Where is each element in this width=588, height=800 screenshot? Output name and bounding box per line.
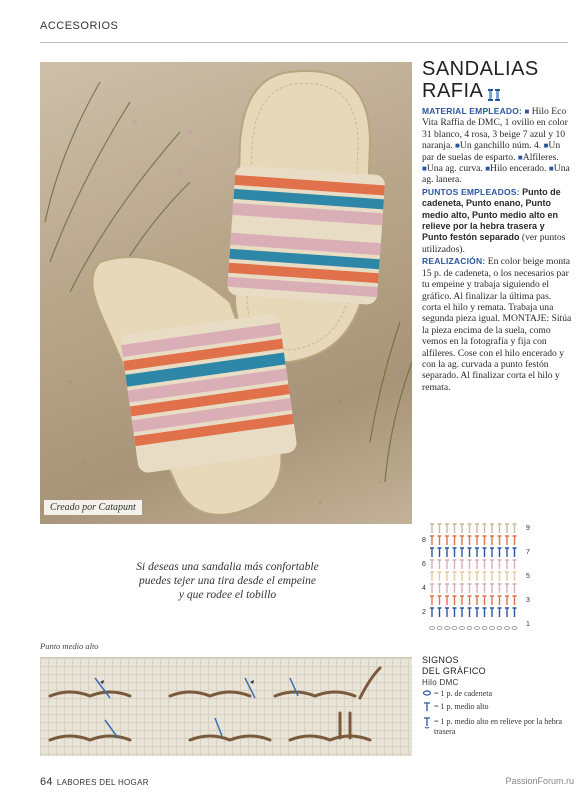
material-item: Hilo encerado.: [490, 163, 547, 175]
hdc-stitch-symbol: [498, 572, 502, 581]
chain-stitch-symbol: [505, 627, 510, 630]
hdc-stitch-symbol: [513, 596, 517, 605]
hdc-stitch-symbol: [468, 596, 472, 605]
hdc-stitch-symbol: [438, 608, 442, 617]
hdc-stitch-symbol: [460, 560, 464, 569]
hdc-stitch-symbol: [513, 608, 517, 617]
material-item: Un par de suelas de esparto.: [422, 140, 561, 163]
hdc-stitch-symbol: [430, 536, 434, 545]
section-tag: ACCESORIOS: [40, 20, 119, 32]
chain-stitch-symbol: [490, 627, 495, 630]
hdc-stitch-symbol: [460, 548, 464, 557]
hdc-stitch-symbol: [490, 560, 494, 569]
chain-stitch-symbol: [460, 627, 465, 630]
hdc-stitch-symbol: [475, 584, 479, 593]
hdc-stitch-symbol: [505, 548, 509, 557]
legend-item: [422, 689, 572, 700]
material-paragraph: [422, 106, 572, 186]
hdc-stitch-symbol: [490, 572, 494, 581]
hdc-stitch-symbol: [445, 536, 449, 545]
hdc-stitch-symbol: [505, 572, 509, 581]
bullet-icon: ■: [517, 152, 523, 162]
chart-grid: [422, 520, 532, 635]
hdc-stitch-symbol: [445, 584, 449, 593]
hdc-stitch-symbol: [468, 548, 472, 557]
row-number: 3: [526, 597, 530, 604]
material-item: Una ag. lanera.: [422, 163, 570, 186]
hdc-stitch-symbol: [475, 596, 479, 605]
row-number: 8: [422, 537, 426, 544]
hdc-stitch-symbol: [513, 536, 517, 545]
hdc-stitch-symbol: [475, 536, 479, 545]
legend-text: = 1 p. medio alto en relieve por la hebra trasera: [434, 717, 563, 736]
material-text: Hilo Eco Vita Raffia de DMC, 1 ovillo en color 31 blanco, 4 rosa, 3 beige 7 azul y 10 naranja.: [422, 106, 568, 152]
hdc-stitch-symbol: [460, 584, 464, 593]
legend-title-line: SIGNOS: [422, 655, 459, 665]
hdc-stitch-symbol: [498, 548, 502, 557]
legend-item: [422, 702, 572, 715]
hdc-stitch-symbol: [498, 584, 502, 593]
bullet-icon: ■: [422, 164, 427, 174]
hdc-stitch-symbol: [490, 608, 494, 617]
hdc-stitch-symbol: [430, 608, 434, 617]
chain-stitch-symbol: [437, 627, 442, 630]
chain-stitch-symbol: [467, 627, 472, 630]
hdc-stitch-symbol: [438, 560, 442, 569]
hdc-stitch-symbol: [483, 524, 487, 533]
hdc-stitch-symbol: [513, 548, 517, 557]
hdc-stitch-symbol: [468, 560, 472, 569]
hdc-stitch-symbol: [460, 572, 464, 581]
realizacion-label: REALIZACIÓN:: [422, 256, 486, 267]
hdc-stitch-symbol: [513, 524, 517, 533]
hdc-stitch-symbol: [483, 608, 487, 617]
chain-stitch-symbol: [497, 627, 502, 630]
hdc-stitch-symbol: [498, 608, 502, 617]
chain-stitch-symbol: [430, 627, 435, 630]
hdc-stitch-symbol: [475, 524, 479, 533]
chain-stitch-symbol: [482, 627, 487, 630]
hdc-stitch-symbol: [468, 572, 472, 581]
hdc-stitch-symbol: [505, 560, 509, 569]
realizacion-paragraph: [422, 256, 572, 393]
hdc-stitch-symbol: [445, 548, 449, 557]
top-divider: [40, 42, 568, 43]
chain-stitch-symbol: [512, 627, 517, 630]
stitch-diagram: [40, 657, 412, 756]
hdc-stitch-symbol: [445, 572, 449, 581]
bullet-icon: ■: [485, 164, 491, 174]
hdc-stitch-symbol: [490, 524, 494, 533]
hdc-relief-icon: [422, 717, 434, 732]
page-footer: [40, 776, 149, 788]
hdc-stitch-symbol: [475, 572, 479, 581]
row-number: 6: [422, 561, 426, 568]
row-number: 4: [422, 585, 426, 592]
legend-title: [422, 655, 572, 677]
hdc-stitch-symbol: [490, 584, 494, 593]
crochet-chart: [422, 520, 532, 635]
sandals-photo: [40, 62, 412, 524]
hdc-stitch-symbol: [438, 536, 442, 545]
article-title: [422, 58, 572, 102]
hdc-stitch-symbol: [453, 572, 457, 581]
hdc-stitch-symbol: [438, 524, 442, 533]
legend-item: [422, 717, 572, 737]
hdc-stitch-symbol: [498, 524, 502, 533]
hdc-stitch-symbol: [445, 596, 449, 605]
watermark: PassionForum.ru: [505, 776, 574, 786]
hdc-stitch-symbol: [453, 584, 457, 593]
hdc-stitch-symbol: [460, 608, 464, 617]
puntos-label: PUNTOS EMPLEADOS:: [422, 186, 520, 197]
chain-stitch-symbol: [445, 627, 450, 630]
photo-credit: Creado por Catapunt: [44, 500, 142, 515]
hdc-stitch-symbol: [453, 560, 457, 569]
hdc-stitch-symbol: [498, 536, 502, 545]
caption-line: puedes tejer una tira desde el empeine: [139, 575, 316, 587]
bullet-icon: ■: [548, 164, 554, 174]
hdc-stitch-symbol: [460, 596, 464, 605]
chain-stitch-symbol: [475, 627, 480, 630]
hdc-stitch-symbol: [453, 548, 457, 557]
hdc-stitch-symbol: [490, 596, 494, 605]
bullet-icon: ■: [543, 141, 549, 151]
caption-line: y que rodee el tobillo: [178, 589, 277, 601]
hdc-stitch-symbol: [445, 524, 449, 533]
hdc-stitch-symbol: [483, 596, 487, 605]
hdc-stitch-symbol: [430, 560, 434, 569]
hdc-stitch-symbol: [475, 560, 479, 569]
legend-hilo: Hilo DMC: [422, 678, 459, 687]
hdc-stitch-symbol: [468, 536, 472, 545]
row-number: 9: [526, 525, 530, 532]
puntos-paragraph: [422, 187, 572, 255]
hdc-stitch-symbol: [498, 596, 502, 605]
legend-text: = 1 p. de cadeneta: [434, 689, 493, 698]
material-item: Una ag. curva.: [426, 163, 483, 175]
hdc-stitch-symbol: [513, 584, 517, 593]
hdc-stitch-symbol: [438, 572, 442, 581]
legend-title-line: DEL GRÁFICO: [422, 666, 486, 676]
row-number: 5: [526, 573, 530, 580]
chain-oval-icon: [422, 689, 434, 700]
hdc-stitch-symbol: [483, 572, 487, 581]
hdc-stitch-symbol: [490, 536, 494, 545]
hdc-stitch-symbol: [460, 536, 464, 545]
hdc-stitch-symbol: [483, 560, 487, 569]
montaje-text: MONTAJE: Sitúa la pieza encima de la suela, como vemos en la fotografía y fija con alfileres. Cose con el hilo encerado y con la ag. curvada a punto festón separado. Al finalizar corta el hilo y remata.: [422, 313, 572, 393]
caption-line: Si deseas una sandalia más confortable: [136, 561, 319, 573]
hdc-stitch-symbol: [475, 608, 479, 617]
hdc-stitch-symbol: [438, 596, 442, 605]
hdc-stitch-symbol: [483, 548, 487, 557]
hdc-stitch-symbol: [430, 548, 434, 557]
hdc-stitch-symbol: [430, 584, 434, 593]
row-number: 2: [422, 609, 426, 616]
hdc-stitch-symbol: [490, 548, 494, 557]
hdc-stitch-symbol: [468, 524, 472, 533]
hdc-t-icon: [422, 702, 434, 715]
hdc-stitch-symbol: [445, 560, 449, 569]
hdc-stitch-symbol: [438, 548, 442, 557]
hdc-stitch-symbol: [483, 584, 487, 593]
hdc-stitch-symbol: [453, 536, 457, 545]
hdc-stitch-symbol: [445, 608, 449, 617]
puntos-note: (ver puntos utilizados).: [422, 232, 566, 255]
photo-caption: [100, 560, 355, 602]
page-number: 64: [40, 776, 53, 788]
puntos-text: Punto de cadeneta, Punto enano, Punto medio alto, Punto medio alto en relieve por la hebra trasera y Punto festón separado: [422, 186, 561, 243]
material-item: Alfileres.: [522, 151, 559, 163]
legend-text: = 1 p. medio alto: [434, 702, 489, 711]
hdc-stitch-symbol: [513, 560, 517, 569]
row-number: 7: [526, 549, 530, 556]
magazine-name: LABORES DEL HOGAR: [56, 778, 149, 787]
hdc-stitch-symbol: [430, 524, 434, 533]
material-label: MATERIAL EMPLEADO:: [422, 106, 523, 116]
hdc-stitch-symbol: [505, 536, 509, 545]
bullet-icon: ■: [524, 107, 530, 116]
material-item: Un ganchillo núm. 4.: [459, 140, 542, 152]
hdc-stitch-symbol: [430, 572, 434, 581]
hdc-stitch-symbol: [460, 524, 464, 533]
hdc-stitch-symbol: [453, 524, 457, 533]
hdc-stitch-symbol: [468, 584, 472, 593]
chart-legend: [422, 655, 572, 739]
article-body: [422, 106, 572, 394]
hdc-stitch-symbol: [468, 608, 472, 617]
hdc-stitch-symbol: [430, 596, 434, 605]
hdc-stitch-symbol: [453, 596, 457, 605]
chain-stitch-symbol: [452, 627, 457, 630]
hdc-stitch-symbol: [475, 548, 479, 557]
hdc-stitch-symbol: [483, 536, 487, 545]
hdc-stitch-symbol: [505, 524, 509, 533]
spool-icon: [487, 85, 501, 99]
hdc-stitch-symbol: [453, 608, 457, 617]
hdc-stitch-symbol: [513, 572, 517, 581]
hdc-stitch-symbol: [498, 560, 502, 569]
bullet-icon: ■: [455, 141, 460, 151]
hdc-stitch-symbol: [438, 584, 442, 593]
hdc-stitch-symbol: [505, 584, 509, 593]
row-number: 1: [526, 621, 530, 628]
title-line-2: RAFIA: [422, 80, 484, 102]
hdc-stitch-symbol: [505, 596, 509, 605]
hdc-stitch-symbol: [505, 608, 509, 617]
title-line-1: SANDALIAS: [422, 58, 539, 80]
diagram-label: Punto medio alto: [40, 641, 99, 651]
realizacion-text: En color beige monta 15 p. de cadeneta, o los necesarios par tu empeine y trabaja siguiendo el gráfico. Al finalizar la última pas. corta el hilo y remata. Trabaja una segunda pieza igual.: [422, 256, 571, 325]
